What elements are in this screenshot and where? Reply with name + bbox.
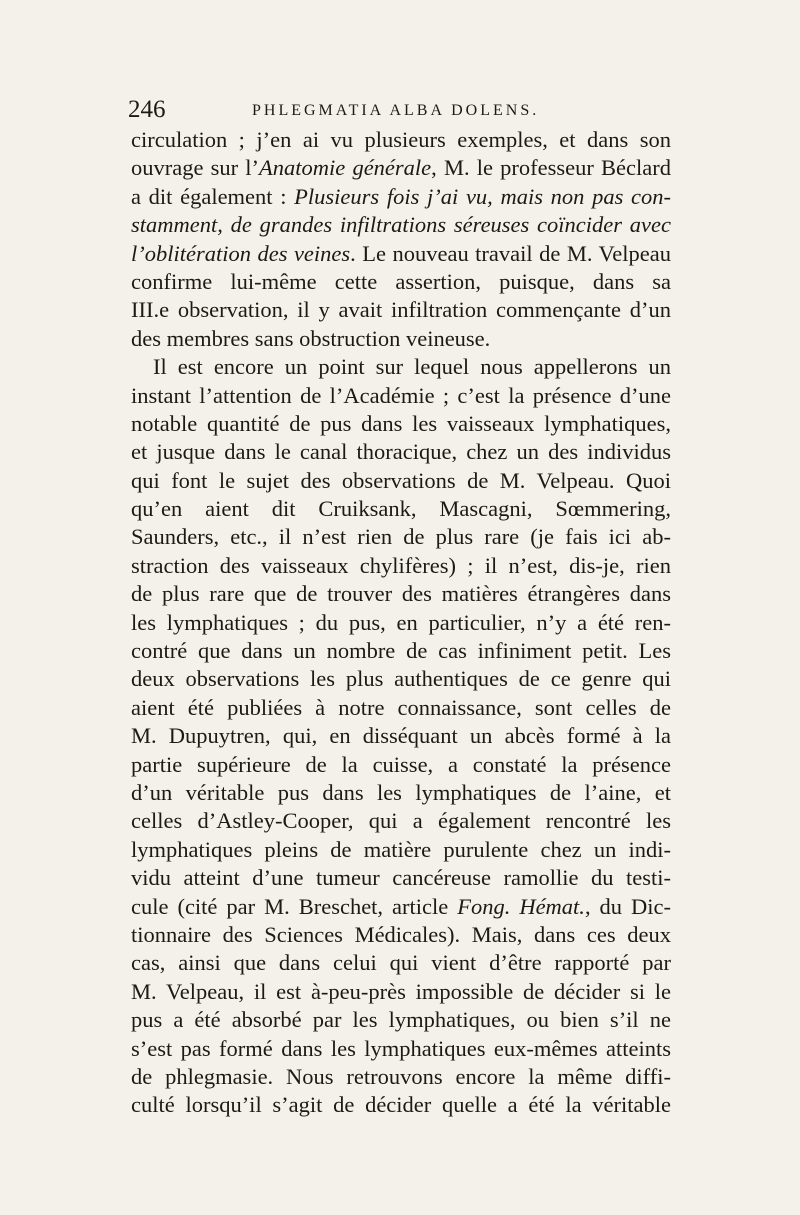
- text-line: [131, 580, 671, 608]
- text-run: deux observations les plus authentiques de ce genre qui: [131, 666, 671, 692]
- text-run: qui font le sujet des observations de M. Velpeau. Quoi: [131, 467, 671, 493]
- text-run: qu’en aient dit Cruiksank, Mascagni, Sœmmering,: [131, 496, 671, 522]
- text-line: [131, 296, 671, 324]
- text-line: [131, 609, 671, 637]
- text-line: [131, 694, 671, 722]
- text-run: instant l’attention de l’Académie ; c’est la présence d’une: [131, 382, 671, 408]
- text-run: culté lorsqu’il s’agit de décider quelle a été la véritable: [131, 1092, 671, 1118]
- text-line: [131, 552, 671, 580]
- text-line: [131, 1063, 671, 1091]
- text-run: tionnaire des Sciences Médicales). Mais, dans ces deux: [131, 921, 671, 947]
- text-line: [131, 1091, 671, 1119]
- text-line: [131, 1006, 671, 1034]
- italic-text: stamment, de grandes infiltrations séreuses coïncider avec: [131, 212, 671, 238]
- text-line: [131, 268, 671, 296]
- text-run: aient été publiées à notre connaissance, sont celles de: [131, 694, 671, 720]
- text-line: [131, 665, 671, 693]
- text-line: [131, 495, 671, 523]
- text-line: [131, 410, 671, 438]
- text-line: [131, 126, 671, 154]
- text-run: des membres sans obstruction veineuse.: [131, 325, 491, 351]
- italic-text: l’oblitération des veines: [131, 240, 351, 266]
- text-run: , du Dic-: [584, 893, 671, 919]
- text-line: [131, 949, 671, 977]
- text-run: confirme lui-même cette assertion, puisque, dans sa: [131, 268, 671, 294]
- text-run: vidu atteint d’une tumeur cancéreuse ramollie du testi-: [131, 865, 671, 891]
- text-run: d’un véritable pus dans les lymphatiques de l’aine, et: [131, 779, 671, 805]
- text-run: Il est encore un point sur lequel nous appellerons un: [153, 354, 671, 380]
- text-line: [131, 467, 671, 495]
- text-line: [131, 978, 671, 1006]
- text-line: [131, 779, 671, 807]
- text-run: , M. le professeur Béclard: [431, 155, 671, 181]
- text-run: lymphatiques pleins de matière purulente chez un indi-: [131, 836, 671, 862]
- text-run: les lymphatiques ; du pus, en particulier, n’y a été ren-: [131, 609, 671, 635]
- text-run: straction des vaisseaux chylifères) ; il n’est, dis-je, rien: [131, 552, 671, 578]
- text-run: circulation ; j’en ai vu plusieurs exemples, et dans son: [131, 127, 671, 152]
- text-line: [131, 637, 671, 665]
- text-run: M. Dupuytren, qui, en disséquant un abcès formé à la: [131, 723, 671, 749]
- text-line: [131, 240, 671, 268]
- italic-text: Fong. Hémat.: [457, 893, 585, 919]
- text-line: [131, 921, 671, 949]
- text-line: [131, 438, 671, 466]
- text-line: [131, 154, 671, 182]
- text-run: celles d’Astley-Cooper, qui a également rencontré les: [131, 808, 671, 834]
- text-run: M. Velpeau, il est à-peu-près impossible de décider si le: [131, 978, 671, 1004]
- text-run: de plus rare que de trouver des matières étrangères dans: [131, 581, 671, 607]
- text-run: pus a été absorbé par les lymphatiques, ou bien s’il ne: [131, 1007, 671, 1033]
- text-line: [131, 353, 671, 381]
- italic-text: Anatomie générale: [259, 155, 432, 181]
- text-run: partie supérieure de la cuisse, a constaté la présence: [131, 751, 671, 777]
- text-run: et jusque dans le canal thoracique, chez un des individus: [131, 439, 671, 465]
- text-run: Saunders, etc., il n’est rien de plus rare (je fais ici ab-: [131, 524, 671, 550]
- text-run: ouvrage sur l’: [131, 155, 260, 181]
- text-line: [131, 211, 671, 239]
- text-run: s’est pas formé dans les lymphatiques eux-mêmes atteints: [131, 1035, 671, 1061]
- text-run: . Le nouveau travail de M. Velpeau: [350, 240, 671, 266]
- text-line: [131, 864, 671, 892]
- text-line: [131, 722, 671, 750]
- text-run: a dit également :: [131, 183, 295, 209]
- text-line: [131, 325, 671, 353]
- text-line: [131, 836, 671, 864]
- text-run: III.e observation, il y avait infiltration commençante d’un: [131, 297, 671, 323]
- running-title: PHLEGMATIA ALBA DOLENS.: [252, 102, 540, 119]
- text-line: [131, 382, 671, 410]
- italic-text: Plusieurs fois j’ai vu, mais non pas con-: [294, 183, 671, 209]
- text-line: [131, 807, 671, 835]
- text-run: notable quantité de pus dans les vaisseaux lymphatiques,: [131, 410, 671, 436]
- text-line: [131, 1035, 671, 1063]
- text-line: [131, 893, 671, 921]
- page-header: [128, 95, 676, 125]
- body-text: [131, 126, 671, 1120]
- text-line: [131, 523, 671, 551]
- text-line: [131, 183, 671, 211]
- page-number: 246: [128, 96, 166, 123]
- text-run: de phlegmasie. Nous retrouvons encore la même diffi-: [131, 1063, 671, 1089]
- text-run: cas, ainsi que dans celui qui vient d’être rapporté par: [131, 950, 671, 976]
- text-run: contré que dans un nombre de cas infiniment petit. Les: [131, 638, 671, 664]
- text-line: [131, 751, 671, 779]
- text-run: cule (cité par M. Breschet, article: [131, 893, 458, 919]
